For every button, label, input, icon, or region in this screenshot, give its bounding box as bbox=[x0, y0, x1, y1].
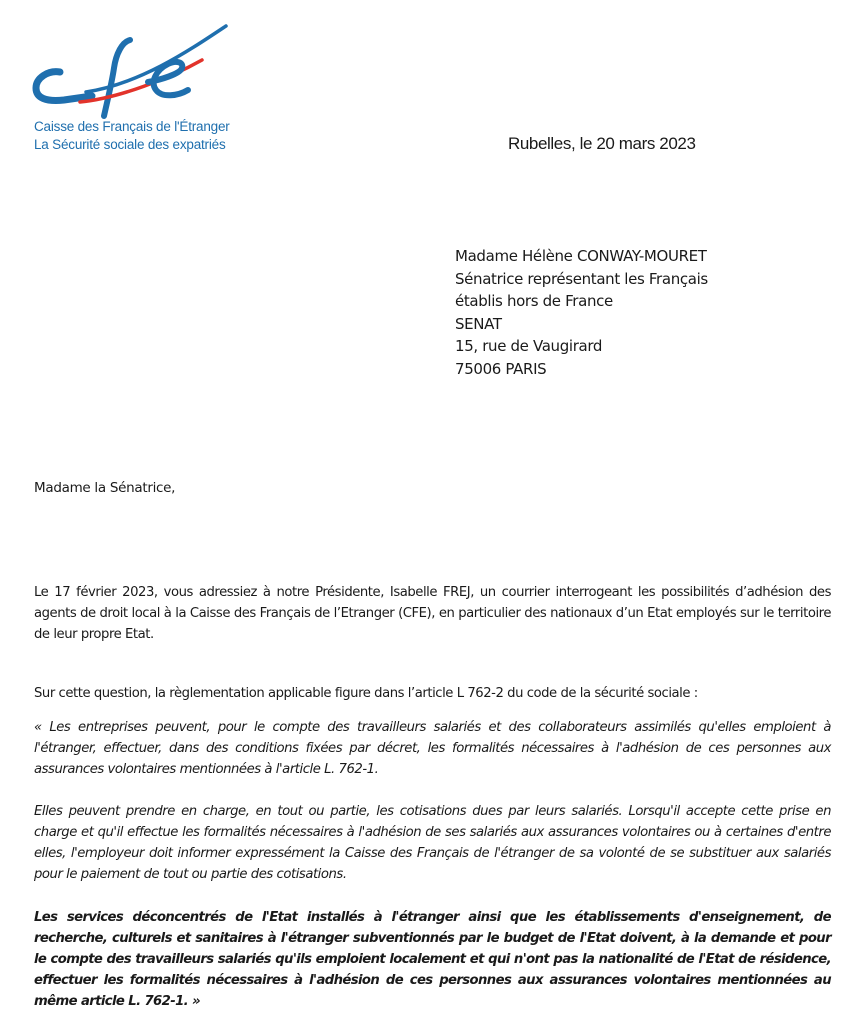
recipient-institution: SENAT bbox=[455, 314, 502, 333]
quote-paragraph-2: Elles peuvent prendre en charge, en tout ou partie, les cotisations dues par leurs salariés. Lorsqu'il accepte cette prise en charge et qu'il effectue les formalités nécessaires à l'adhésion de ses salariés aux assurances volontaires ou à certaines d'entre elles, l'employeur doit informer expressément la Caisse des Français de l'étranger de sa volonté de se substituer aux salariés pour le paiement de tout ou partie des cotisations. bbox=[34, 804, 831, 882]
recipient-street: 15, rue de Vaugirard bbox=[455, 337, 603, 355]
letter-date: Rubelles, le 20 mars 2023 bbox=[508, 134, 696, 153]
recipient-name: Madame Hélène CONWAY-MOURET bbox=[455, 247, 707, 265]
paragraph-intro: Le 17 février 2023, vous adressiez à notre Présidente, Isabelle FREJ, un courrier interrogeant les possibilités d’adhésion des agents de droit local à la Caisse des Français de l’Etranger (CFE), en particulier des nationaux d’un Etat employés sur le territoire de leur propre Etat. bbox=[34, 585, 831, 642]
quote-paragraph-3-bold: Les services déconcentrés de l'Etat installés à l'étranger ainsi que les établissements d'enseignement, de recherche, culturels et sanitaires à l'étranger subventionnés par le budget de l'Etat doivent, à la demande et pour le compte des travailleurs salariés qu'ils emploient localement et qui n'ont pas la nationalité de l'Etat de résidence, effectuer les formalités nécessaires à l'adhésion de ces personnes aux assurances volontaires mentionnées au même article L. 762-1. » bbox=[34, 910, 831, 1009]
recipient-title-cont: établis hors de France bbox=[455, 292, 613, 310]
salutation: Madame la Sénatrice, bbox=[34, 480, 176, 496]
cfe-logo bbox=[30, 20, 230, 120]
paragraph-regulation: Sur cette question, la règlementation applicable figure dans l’article L 762-2 du code de la sécurité sociale : bbox=[34, 686, 698, 701]
quote-paragraph-1: « Les entreprises peuvent, pour le compte des travailleurs salariés et des collaborateurs assimilés qu'elles emploient à l'étranger, effectuer, dans des conditions fixées par décret, les formalités nécessaires à l'adhésion de ces personnes aux assurances volontaires mentionnées à l'article L. 762-1. bbox=[34, 720, 831, 777]
logo-org-name: Caisse des Français de l'Étranger bbox=[34, 119, 230, 134]
recipient-city: 75006 PARIS bbox=[455, 359, 547, 378]
logo-tagline bbox=[34, 118, 230, 154]
logo-subtitle: La Sécurité sociale des expatriés bbox=[34, 137, 226, 152]
cfe-logo-icon bbox=[30, 20, 230, 120]
recipient-address bbox=[455, 245, 708, 380]
recipient-title: Sénatrice représentant les Français bbox=[455, 269, 708, 288]
